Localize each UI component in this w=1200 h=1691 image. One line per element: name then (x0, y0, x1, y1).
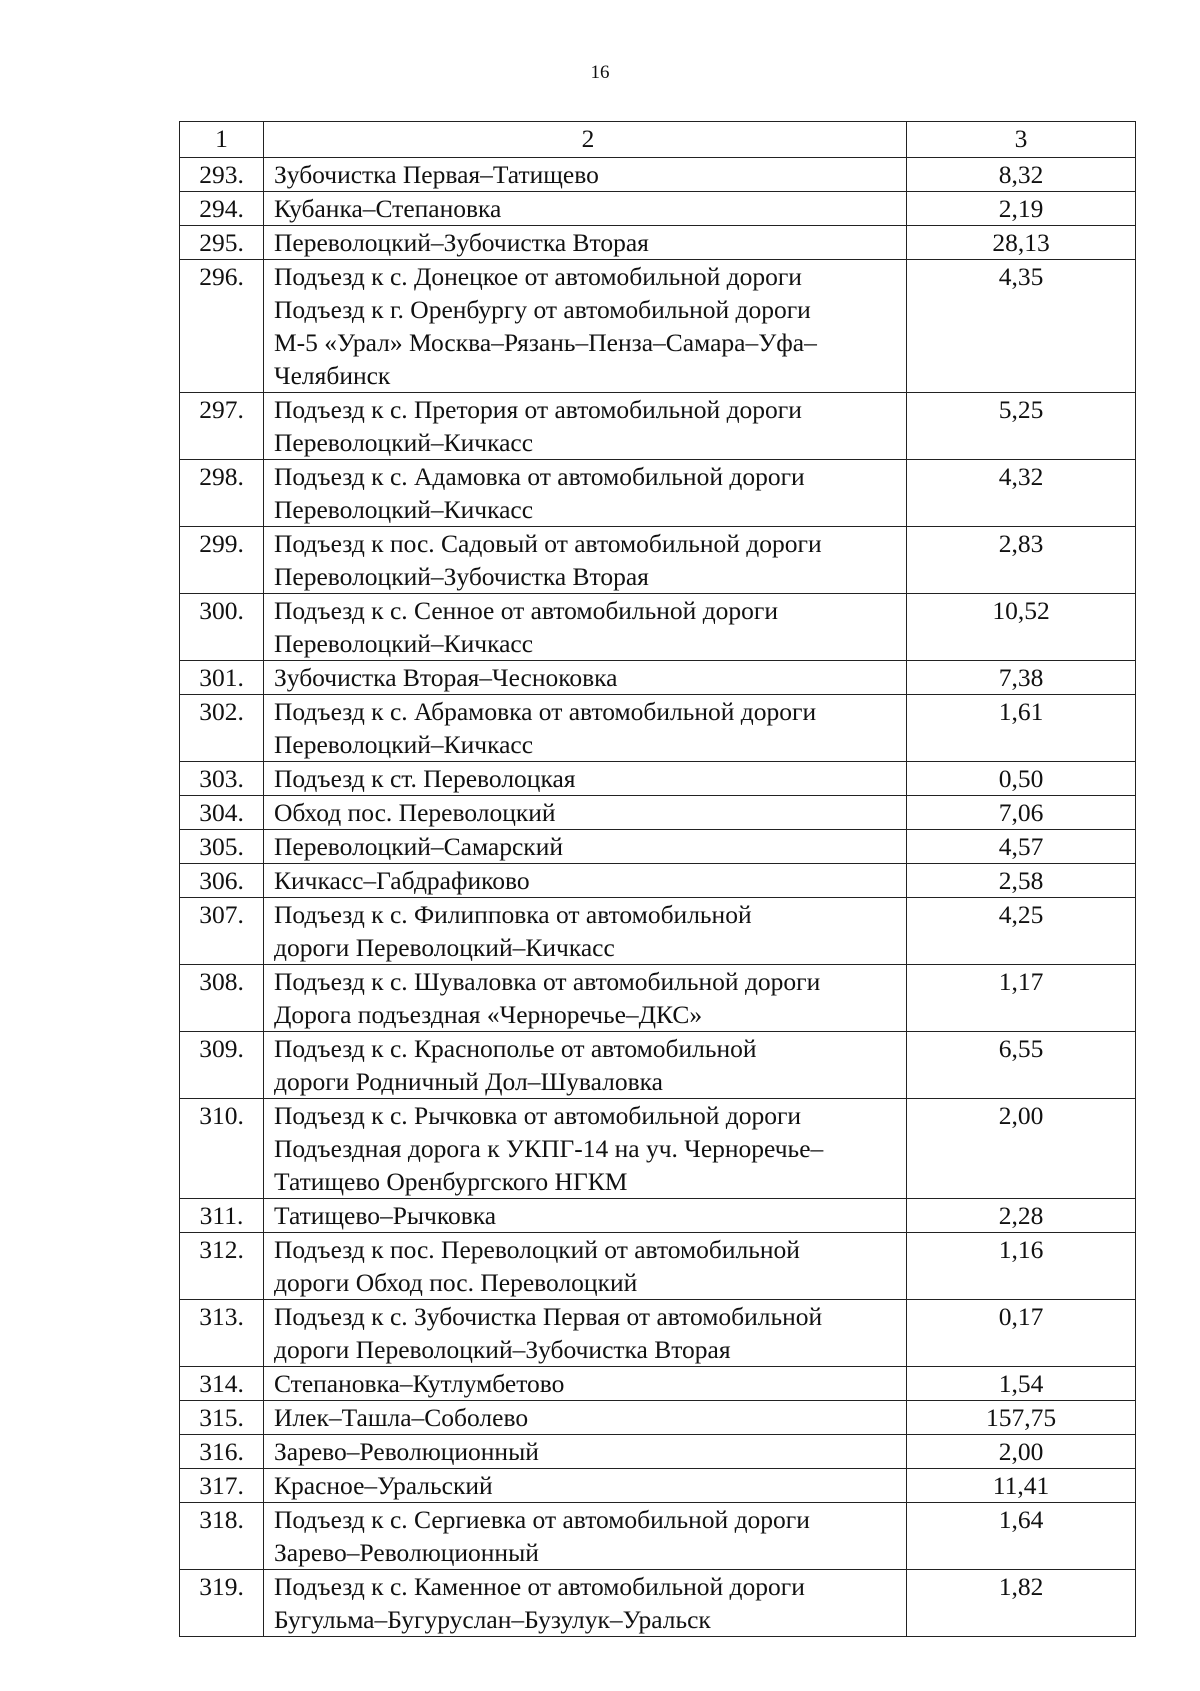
row-number: 305. (180, 830, 264, 864)
table-row (180, 1503, 1136, 1570)
table-row (180, 1401, 1136, 1435)
road-name (264, 226, 907, 260)
table-row (180, 1199, 1136, 1233)
road-name-line: Подъезд к с. Сенное от автомобильной дороги (274, 596, 779, 625)
table-row (180, 898, 1136, 965)
road-name (264, 965, 907, 1032)
road-name-line: Переволоцкий–Кичкасс (274, 629, 534, 658)
road-name (264, 830, 907, 864)
road-name (264, 1570, 907, 1637)
row-number: 303. (180, 762, 264, 796)
table-row (180, 695, 1136, 762)
road-name-line: Кубанка–Степановка (274, 194, 502, 223)
road-name (264, 1503, 907, 1570)
road-length: 157,75 (907, 1401, 1136, 1435)
road-length: 4,25 (907, 898, 1136, 965)
road-name (264, 898, 907, 965)
road-name-line: Челябинск (274, 361, 391, 390)
row-number: 299. (180, 527, 264, 594)
row-number: 312. (180, 1233, 264, 1300)
road-length: 1,54 (907, 1367, 1136, 1401)
road-name-line: Подъезд к с. Рычковка от автомобильной дороги (274, 1101, 802, 1130)
road-name-line: Зарево–Революционный (274, 1437, 539, 1466)
road-length: 2,83 (907, 527, 1136, 594)
table-body (180, 158, 1136, 1637)
road-name (264, 1300, 907, 1367)
table-row (180, 1367, 1136, 1401)
row-number: 311. (180, 1199, 264, 1233)
column-header-length: 3 (907, 122, 1136, 158)
row-number: 310. (180, 1099, 264, 1199)
road-name-line: Зарево–Революционный (274, 1538, 539, 1567)
road-name-line: Татищево Оренбургского НГКМ (274, 1167, 628, 1196)
road-name-line: Подъезд к с. Каменное от автомобильной дороги (274, 1572, 805, 1601)
road-length: 4,32 (907, 460, 1136, 527)
road-name-line: Подъезд к с. Филипповка от автомобильной (274, 900, 752, 929)
road-name-line: Подъезд к с. Зубочистка Первая от автомобильной (274, 1302, 823, 1331)
row-number: 318. (180, 1503, 264, 1570)
table-row (180, 226, 1136, 260)
table-row (180, 393, 1136, 460)
road-name (264, 1435, 907, 1469)
road-name-line: Переволоцкий–Самарский (274, 832, 563, 861)
table-row (180, 1032, 1136, 1099)
road-name-line: дороги Родничный Дол–Шуваловка (274, 1067, 663, 1096)
road-length: 8,32 (907, 158, 1136, 192)
road-length: 2,00 (907, 1435, 1136, 1469)
road-name-line: Обход пос. Переволоцкий (274, 798, 556, 827)
road-name-line: Подъезд к ст. Переволоцкая (274, 764, 576, 793)
road-name-line: Подъездная дорога к УКПГ-14 на уч. Черноречье– (274, 1134, 824, 1163)
road-name-line: Зубочистка Первая–Татищево (274, 160, 599, 189)
table-row (180, 965, 1136, 1032)
row-number: 319. (180, 1570, 264, 1637)
road-name-line: Подъезд к с. Претория от автомобильной дороги (274, 395, 802, 424)
road-name-line: Подъезд к с. Шуваловка от автомобильной дороги (274, 967, 821, 996)
road-name-line: дороги Обход пос. Переволоцкий (274, 1268, 638, 1297)
road-name-line: Красное–Уральский (274, 1471, 493, 1500)
road-name-line: Подъезд к с. Краснополье от автомобильной (274, 1034, 757, 1063)
road-name (264, 1401, 907, 1435)
road-length: 1,16 (907, 1233, 1136, 1300)
table-header-row (180, 122, 1136, 158)
road-name (264, 527, 907, 594)
road-name (264, 393, 907, 460)
road-name-line: Подъезд к пос. Переволоцкий от автомобильной (274, 1235, 800, 1264)
row-number: 294. (180, 192, 264, 226)
road-name (264, 1099, 907, 1199)
row-number: 313. (180, 1300, 264, 1367)
road-length: 5,25 (907, 393, 1136, 460)
road-name-line: Переволоцкий–Кичкасс (274, 730, 534, 759)
road-length: 2,28 (907, 1199, 1136, 1233)
roads-table (179, 121, 1136, 1637)
table-row (180, 661, 1136, 695)
road-name (264, 1199, 907, 1233)
road-name (264, 661, 907, 695)
road-name-line: Переволоцкий–Зубочистка Вторая (274, 562, 649, 591)
road-name-line: Переволоцкий–Кичкасс (274, 495, 534, 524)
row-number: 304. (180, 796, 264, 830)
road-name-line: Илек–Ташла–Соболево (274, 1403, 529, 1432)
road-length: 7,38 (907, 661, 1136, 695)
road-name (264, 796, 907, 830)
road-name-line: Подъезд к г. Оренбургу от автомобильной дороги (274, 295, 811, 324)
row-number: 297. (180, 393, 264, 460)
table-row (180, 1570, 1136, 1637)
road-name-line: Подъезд к с. Абрамовка от автомобильной дороги (274, 697, 817, 726)
row-number: 306. (180, 864, 264, 898)
road-name-line: Бугульма–Бугуруслан–Бузулук–Уральск (274, 1605, 711, 1634)
row-number: 317. (180, 1469, 264, 1503)
table-row (180, 830, 1136, 864)
road-length: 1,61 (907, 695, 1136, 762)
road-length: 1,82 (907, 1570, 1136, 1637)
road-length: 7,06 (907, 796, 1136, 830)
column-header-name: 2 (264, 122, 907, 158)
road-length: 1,64 (907, 1503, 1136, 1570)
road-length: 0,17 (907, 1300, 1136, 1367)
road-name (264, 460, 907, 527)
table-row (180, 864, 1136, 898)
row-number: 295. (180, 226, 264, 260)
road-name (264, 158, 907, 192)
road-length: 4,35 (907, 260, 1136, 393)
road-name (264, 695, 907, 762)
table-row (180, 527, 1136, 594)
table-row (180, 1233, 1136, 1300)
row-number: 314. (180, 1367, 264, 1401)
row-number: 309. (180, 1032, 264, 1099)
column-header-number: 1 (180, 122, 264, 158)
table-row (180, 158, 1136, 192)
road-name-line: Подъезд к с. Сергиевка от автомобильной дороги (274, 1505, 810, 1534)
road-length: 1,17 (907, 965, 1136, 1032)
road-name-line: Подъезд к пос. Садовый от автомобильной дороги (274, 529, 822, 558)
road-name-line: Кичкасс–Габдрафиково (274, 866, 530, 895)
table-row (180, 1300, 1136, 1367)
road-name-line: Степановка–Кутлумбетово (274, 1369, 565, 1398)
road-name-line: Переволоцкий–Зубочистка Вторая (274, 228, 649, 257)
road-name-line: Зубочистка Вторая–Чесноковка (274, 663, 618, 692)
row-number: 301. (180, 661, 264, 695)
row-number: 308. (180, 965, 264, 1032)
road-length: 10,52 (907, 594, 1136, 661)
road-length: 6,55 (907, 1032, 1136, 1099)
table-row (180, 796, 1136, 830)
table-row (180, 260, 1136, 393)
row-number: 302. (180, 695, 264, 762)
page-number: 16 (590, 62, 610, 83)
row-number: 307. (180, 898, 264, 965)
table-row (180, 1099, 1136, 1199)
road-name-line: Подъезд к с. Адамовка от автомобильной дороги (274, 462, 805, 491)
road-name-line: Подъезд к с. Донецкое от автомобильной дороги (274, 262, 802, 291)
row-number: 298. (180, 460, 264, 527)
road-name-line: Переволоцкий–Кичкасс (274, 428, 534, 457)
road-name (264, 864, 907, 898)
road-length: 2,58 (907, 864, 1136, 898)
road-length: 4,57 (907, 830, 1136, 864)
road-name (264, 1032, 907, 1099)
road-name (264, 1469, 907, 1503)
road-length: 28,13 (907, 226, 1136, 260)
row-number: 293. (180, 158, 264, 192)
row-number: 316. (180, 1435, 264, 1469)
road-name-line: дороги Переволоцкий–Зубочистка Вторая (274, 1335, 731, 1364)
road-name (264, 1367, 907, 1401)
road-name (264, 192, 907, 226)
table-header (180, 122, 1136, 158)
road-name (264, 1233, 907, 1300)
table-row (180, 594, 1136, 661)
road-name-line: М-5 «Урал» Москва–Рязань–Пенза–Самара–Уфа– (274, 328, 817, 357)
row-number: 296. (180, 260, 264, 393)
road-length: 0,50 (907, 762, 1136, 796)
table-row (180, 1435, 1136, 1469)
road-name-line: дороги Переволоцкий–Кичкасс (274, 933, 615, 962)
road-name (264, 260, 907, 393)
table-row (180, 192, 1136, 226)
road-name (264, 762, 907, 796)
row-number: 300. (180, 594, 264, 661)
road-length: 2,19 (907, 192, 1136, 226)
road-name-line: Дорога подъездная «Черноречье–ДКС» (274, 1000, 703, 1029)
row-number: 315. (180, 1401, 264, 1435)
road-name (264, 594, 907, 661)
table-row (180, 1469, 1136, 1503)
road-name-line: Татищево–Рычковка (274, 1201, 497, 1230)
table-row (180, 460, 1136, 527)
road-length: 2,00 (907, 1099, 1136, 1199)
road-length: 11,41 (907, 1469, 1136, 1503)
table-row (180, 762, 1136, 796)
